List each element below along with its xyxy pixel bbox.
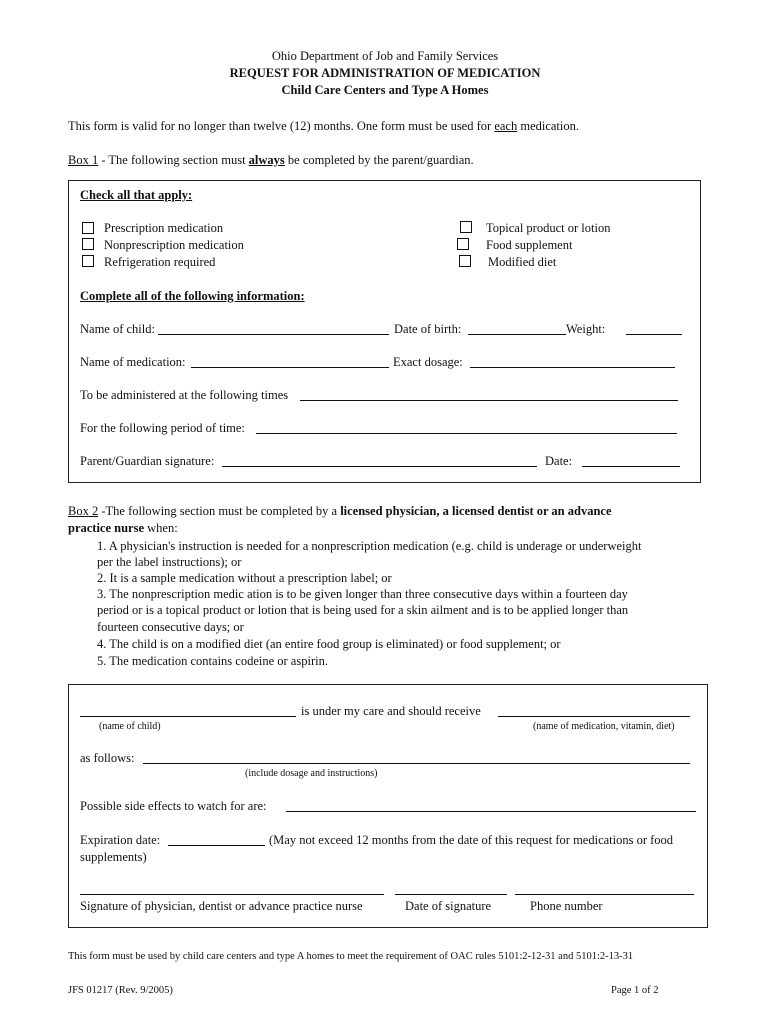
validity-notice: This form is valid for no longer than twelve (12) months. One form must be used for each medication. [68,119,580,133]
period-field[interactable] [256,433,677,434]
signature-date-label: Date of signature [405,899,492,913]
checkbox-label-modified-diet: Modified diet [488,255,557,269]
parent-date-field[interactable] [582,466,680,467]
parent-date-label: Date: [545,454,573,468]
checkbox-label-nonprescription: Nonprescription medication [104,238,244,252]
expiration-note-cont: supplements) [80,850,147,864]
checkbox-modified-diet[interactable] [459,255,471,267]
checkbox-prescription[interactable] [82,222,94,234]
exact-dosage-field[interactable] [470,367,675,368]
agency-name: Ohio Department of Job and Family Services [271,49,499,63]
box2-item-3-cont2: fourteen consecutive days; or [97,620,244,634]
form-subtitle: Child Care Centers and Type A Homes [281,83,489,97]
name-of-child-caption: (name of child) [99,721,161,732]
as-follows-label: as follows: [80,751,135,765]
checkbox-food-supplement[interactable] [457,238,469,250]
checkbox-nonprescription[interactable] [82,238,94,250]
checkbox-label-prescription: Prescription medication [104,221,224,235]
phone-number-field[interactable] [515,894,694,895]
medication-caption: (name of medication, vitamin, diet) [533,721,675,732]
exact-dosage-label: Exact dosage: [393,355,463,369]
dosage-caption: (include dosage and instructions) [245,768,378,779]
physician-signature-field[interactable] [80,894,384,895]
page-number: Page 1 of 2 [611,985,659,996]
side-effects-label: Possible side effects to watch for are: [80,799,267,813]
box2-item-1: 1. A physician's instruction is needed for a nonprescription medication (e.g. child is underage or underweight [97,539,642,553]
name-of-child-label: Name of child: [80,322,155,336]
box2-instruction-cont: practice nurse when: [68,521,178,535]
complete-all-heading: Complete all of the following information: [80,289,305,303]
footer-note: This form must be used by child care centers and type A homes to meet the requirement of OAC rules 5101:2-12-31 and 5101:2-13-31 [68,951,634,962]
name-of-child-field[interactable] [158,334,389,335]
period-label: For the following period of time: [80,421,245,435]
physician-child-name-field[interactable] [80,716,296,717]
checkbox-topical[interactable] [460,221,472,233]
parent-signature-label: Parent/Guardian signature: [80,454,215,468]
box2-item-4: 4. The child is on a modified diet (an entire food group is eliminated) or food supplement; or [97,637,561,651]
physician-medication-field[interactable] [498,716,690,717]
box2-item-1-cont: per the label instructions); or [97,555,242,569]
expiration-note: (May not exceed 12 months from the date of this request for medications or food [269,833,674,847]
under-care-text: is under my care and should receive [301,704,481,718]
checkbox-label-refrigeration: Refrigeration required [104,255,216,269]
weight-field[interactable] [626,334,682,335]
phone-number-label: Phone number [530,899,603,913]
box2-item-3: 3. The nonprescription medic ation is to be given longer than three consecutive days within a fourteen day [97,587,628,601]
times-label: To be administered at the following times [80,388,289,402]
date-of-birth-label: Date of birth: [394,322,462,336]
box2-item-5: 5. The medication contains codeine or aspirin. [97,654,328,668]
name-of-medication-field[interactable] [191,367,389,368]
checkbox-refrigeration[interactable] [82,255,94,267]
physician-signature-label: Signature of physician, dentist or advance practice nurse [80,899,363,913]
box2-item-3-cont: period or is a topical product or lotion that is being used for a skin ailment and is to be applied longer than [97,603,629,617]
parent-signature-field[interactable] [222,466,537,467]
form-id: JFS 01217 (Rev. 9/2005) [68,985,173,996]
expiration-field[interactable] [168,845,265,846]
signature-date-field[interactable] [395,894,507,895]
box2-instruction: Box 2 -The following section must be completed by a licensed physician, a licensed dentist or an advance [68,504,612,518]
check-all-heading: Check all that apply: [80,188,193,202]
date-of-birth-field[interactable] [468,334,566,335]
form-title: REQUEST FOR ADMINISTRATION OF MEDICATION [229,66,541,80]
expiration-label: Expiration date: [80,833,161,847]
as-follows-field[interactable] [143,763,690,764]
times-field[interactable] [300,400,678,401]
weight-label: Weight: [566,322,606,336]
name-of-medication-label: Name of medication: [80,355,186,369]
box1-instruction: Box 1 - The following section must always be completed by the parent/guardian. [68,153,474,167]
checkbox-label-food-supplement: Food supplement [486,238,573,252]
box2-item-2: 2. It is a sample medication without a prescription label; or [97,571,392,585]
checkbox-label-topical: Topical product or lotion [486,221,611,235]
side-effects-field[interactable] [286,811,696,812]
